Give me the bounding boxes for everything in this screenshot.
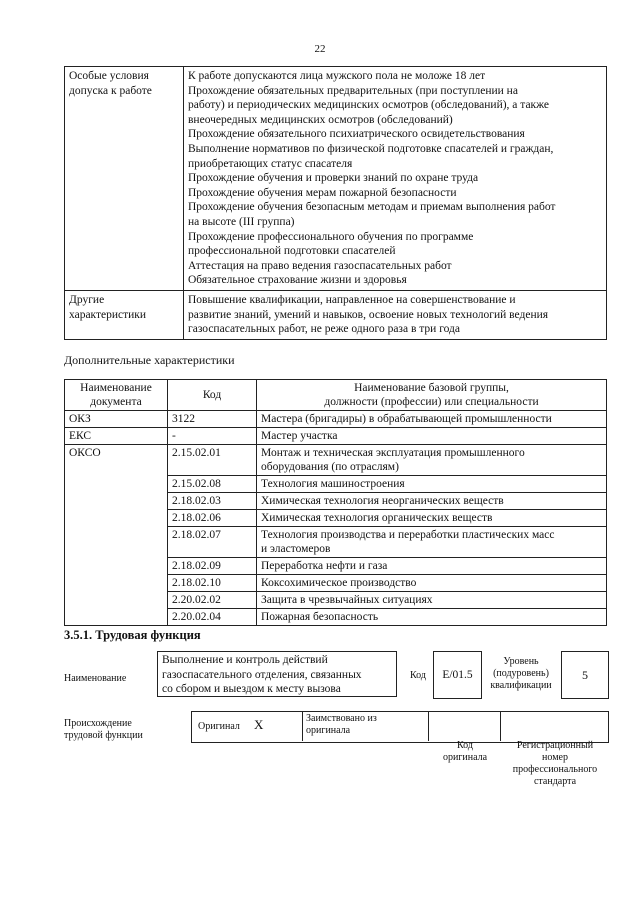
table-row [65, 67, 607, 291]
header-code: Код [168, 380, 257, 411]
table-row: 2.18.02.09 Переработка нефти и газа [65, 558, 607, 575]
code-value-box: E/01.5 [433, 651, 482, 699]
origin-divider [428, 711, 429, 741]
reg-number-caption: Регистрационный номер профессионального стандарта [512, 740, 598, 787]
function-name-box: Выполнение и контроль действий газоспасательного отделения, связанных со сбором и выездом к месту вызова [157, 651, 397, 697]
table-row: 2.18.02.07 Технология производства и переработки пластических масс и эластомеров [65, 527, 607, 558]
table-row: 2.18.02.10 Коксохимическое производство [65, 575, 607, 592]
borrowed-label: Заимствовано из оригинала [306, 713, 377, 736]
table-row: ЕКС - Мастер участка [65, 428, 607, 445]
additional-characteristics-title: Дополнительные характеристики [64, 353, 235, 367]
origin-divider [302, 711, 303, 741]
conditions-table [64, 66, 607, 340]
level-value-box: 5 [561, 651, 609, 699]
row-label: Особые условия допуска к работе [65, 67, 184, 291]
table-row: 2.18.02.06 Химическая технология органических веществ [65, 510, 607, 527]
original-label: Оригинал [198, 721, 240, 732]
page-number: 22 [314, 43, 326, 55]
origin-label: Происхождение трудовой функции [64, 718, 143, 741]
name-label: Наименование [64, 673, 127, 684]
table-row: 2.18.02.03 Химическая технология неорганических веществ [65, 493, 607, 510]
row-label: Другие характеристики [65, 290, 184, 339]
table-row: ОКСО 2.15.02.01 Монтаж и техническая эксплуатация промышленного оборудования (по отраслям) [65, 445, 607, 476]
section-title: 3.5.1. Трудовая функция [64, 628, 201, 642]
origin-code-caption: Код оригинала [442, 740, 488, 763]
row-content: Повышение квалификации, направленное на совершенствование и развитие знаний, умений и навыков, освоение новых технологий ведения газоспасательных работ, не реже одного раза в три года [184, 290, 607, 339]
code-label: Код [410, 670, 426, 681]
header-doc: Наименование документа [65, 380, 168, 411]
table-row [65, 290, 607, 339]
level-label: Уровень (подуровень) квалификации [490, 656, 552, 691]
origin-divider [500, 711, 501, 741]
header-name: Наименование базовой группы, должности (профессии) или специальности [257, 380, 607, 411]
row-content: К работе допускаются лица мужского пола не моложе 18 лет Прохождение обязательных предварительных (при поступлении на работу) и периодических медицинских осмотров (обследований), а также внеочередных медицинских осмотров (обследований) Прохождение обязательного психиатрического освидетельствования Выполнение нормативов по физической подготовке спасателей и граждан, приобретающих статус спасателя Прохождение обучения и проверки знаний по охране труда Прохождение обучения мерам пожарной безопасности Прохождение обучения безопасным методам и приемам выполнения работ на высоте (III группа) Прохождение профессионального обучения по программе профессиональной подготовки спасателей Аттестация на право ведения газоспасательных работ Обязательное страхование жизни и здоровья [184, 67, 607, 291]
original-mark: X [254, 717, 264, 732]
table-row: 2.15.02.08 Технология машиностроения [65, 476, 607, 493]
table-row: 2.20.02.04 Пожарная безопасность [65, 609, 607, 626]
classification-table [64, 379, 607, 626]
table-header-row [65, 380, 607, 411]
table-row: ОКЗ 3122 Мастера (бригадиры) в обрабатывающей промышленности [65, 411, 607, 428]
table-row: 2.20.02.02 Защита в чрезвычайных ситуациях [65, 592, 607, 609]
